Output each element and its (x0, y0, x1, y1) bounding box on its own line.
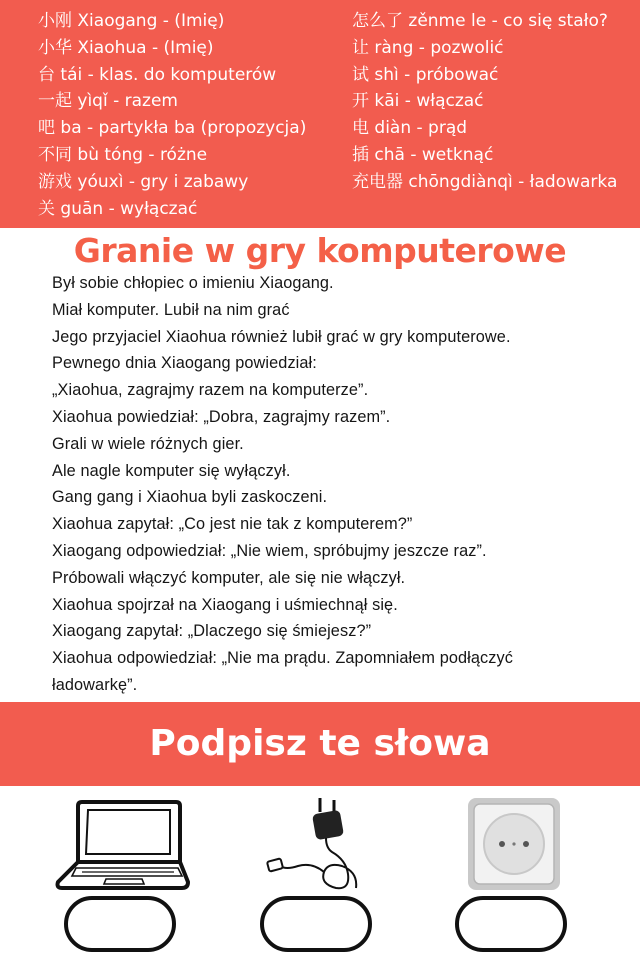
story-line: Grali w wiele różnych gier. (52, 434, 244, 453)
answer-box-laptop[interactable] (64, 896, 176, 952)
story-text (52, 270, 622, 699)
charger-icon (262, 796, 372, 896)
story-line: Xiaohua spojrzał na Xiaogang i uśmiechnął się. (52, 595, 398, 614)
vocab-item: 小刚 Xiaogang - (Imię) (38, 11, 225, 31)
story-line: Xiaogang zapytał: „Dlaczego się śmiejesz?” (52, 622, 372, 641)
vocab-item: 让 ràng - pozwolić (352, 37, 504, 58)
story-line: Xiaohua powiedział: „Dobra, zagrajmy razem”. (52, 407, 391, 426)
vocab-item: 插 chā - wetknąć (352, 144, 494, 165)
story-line: Jego przyjaciel Xiaohua również lubił grać w gry komputerowe. (52, 327, 511, 346)
answer-box-charger[interactable] (260, 896, 372, 952)
story-line: Xiaogang odpowiedział: „Nie wiem, spróbujmy jeszcze raz”. (52, 541, 487, 560)
story-line: Pewnego dnia Xiaogang powiedział: (52, 354, 317, 373)
vocabulary-panel (0, 0, 640, 228)
story-line: Ale nagle komputer się wyłączył. (52, 461, 291, 480)
vocab-item: 不同 bù tóng - różne (38, 144, 208, 165)
exercise-title: Podpisz te słowa (149, 723, 491, 764)
vocabulary-list-left (38, 8, 306, 222)
vocab-item: 怎么了 zěnme le - co się stało? (352, 11, 608, 31)
vocab-item: 小华 Xiaohua - (Imię) (38, 37, 214, 58)
vocab-item: 试 shì - próbować (352, 64, 499, 85)
vocab-item: 吧 ba - partykła ba (propozycja) (38, 118, 307, 139)
answer-box-socket[interactable] (455, 896, 567, 952)
story-line: Xiaohua odpowiedział: „Nie ma prądu. Zapomniałem podłączyć (52, 649, 514, 668)
story-line: Xiaohua zapytał: „Co jest nie tak z komputerem?” (52, 515, 413, 534)
vocabulary-list-right (352, 8, 617, 196)
story-line: Próbowali włączyć komputer, ale się nie włączył. (52, 568, 406, 587)
story-line: ładowarkę”. (52, 675, 138, 694)
story-line: Gang gang i Xiaohua byli zaskoczeni. (52, 488, 328, 507)
power-socket-icon (466, 796, 562, 892)
vocab-item: 一起 yìqǐ - razem (38, 91, 178, 112)
story-line: Był sobie chłopiec o imieniu Xiaogang. (52, 274, 334, 292)
vocab-item: 电 diàn - prąd (352, 118, 468, 139)
story-line: „Xiaohua, zagrajmy razem na komputerze”. (52, 381, 369, 400)
vocab-item: 充电器 chōngdiànqì - ładowarka (352, 171, 618, 192)
vocab-item: 游戏 yóuxì - gry i zabawy (38, 171, 249, 192)
vocab-item: 开 kāi - włączać (352, 91, 484, 112)
exercise-banner (0, 702, 640, 786)
story-line: Miał komputer. Lubił na nim grać (52, 300, 290, 319)
laptop-icon (54, 796, 190, 896)
vocab-item: 台 tái - klas. do komputerów (38, 64, 277, 85)
story-title: Granie w gry komputerowe (73, 231, 567, 270)
vocab-item: 关 guān - wyłączać (38, 198, 198, 219)
